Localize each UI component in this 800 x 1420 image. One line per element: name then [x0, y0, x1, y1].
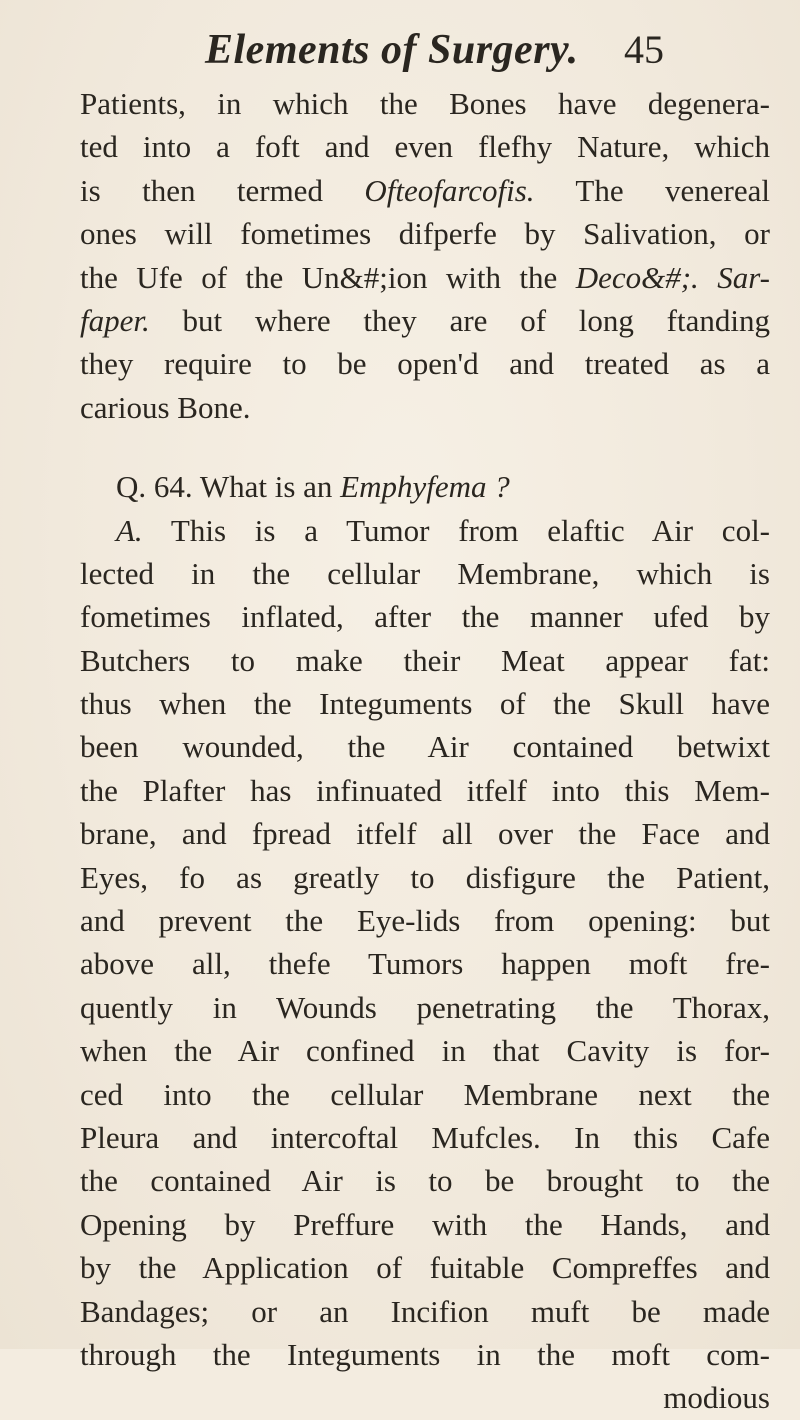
text-line: and prevent the Eye-lids from opening: but — [80, 903, 770, 939]
page-header — [0, 22, 800, 82]
question-line: Q. 64. What is an Emphyfema ? — [116, 469, 510, 505]
body-text — [80, 82, 770, 1420]
text-line: they require to be open'd and treated as a — [80, 346, 770, 382]
text-line: ced into the cellular Membrane next the — [80, 1076, 770, 1112]
text-line: Eyes, fo as greatly to disfigure the Patient, — [80, 859, 770, 895]
text-line: ted into a foft and even flefhy Nature, which — [80, 129, 770, 165]
text-line: Butchers to make their Meat appear fat: — [80, 642, 770, 678]
text-line: quently in Wounds penetrating the Thorax, — [80, 989, 770, 1025]
text-line: Pleura and intercoftal Mufcles. In this Cafe — [80, 1119, 770, 1155]
text-line: brane, and fpread itfelf all over the Face and — [80, 816, 770, 852]
text-line: above all, thefe Tumors happen moft fre- — [80, 946, 770, 982]
text-line: by the Application of fuitable Compreffes and — [80, 1250, 770, 1286]
text-line: the Plafter has infinuated itfelf into this Mem- — [80, 772, 770, 808]
running-title: Elements of Surgery. — [205, 27, 579, 73]
paragraph-gap — [80, 429, 770, 465]
text-line: through the Integuments in the moft com- — [80, 1336, 770, 1372]
text-line: carious Bone. — [80, 389, 251, 425]
text-line: faper. but where they are of long ftanding — [80, 302, 770, 338]
text-line: fometimes inflated, after the manner ufed by — [80, 599, 770, 635]
text-line: when the Air confined in that Cavity is for- — [80, 1033, 770, 1069]
page-number: 45 — [624, 27, 664, 72]
catchword: modious — [663, 1380, 770, 1416]
text-line: ones will fometimes difperfe by Salivation, or — [80, 216, 770, 252]
text-line: been wounded, the Air contained betwixt — [80, 729, 770, 765]
text-line: Patients, in which the Bones have degenera- — [80, 86, 770, 121]
text-line: thus when the Integuments of the Skull have — [80, 686, 770, 722]
text-line: Bandages; or an Incifion muft be made — [80, 1293, 770, 1329]
text-line: is then termed Ofteofarcofis. The venereal — [80, 172, 770, 208]
text-line: lected in the cellular Membrane, which is — [80, 555, 770, 591]
text-line: the Ufe of the Un&#;ion with the Deco&#;. Sar- — [80, 259, 771, 295]
text-line: the contained Air is to be brought to the — [80, 1163, 770, 1199]
answer-line: A. This is a Tumor from elaftic Air col- — [116, 512, 770, 548]
text-line: Opening by Preffure with the Hands, and — [80, 1206, 770, 1242]
